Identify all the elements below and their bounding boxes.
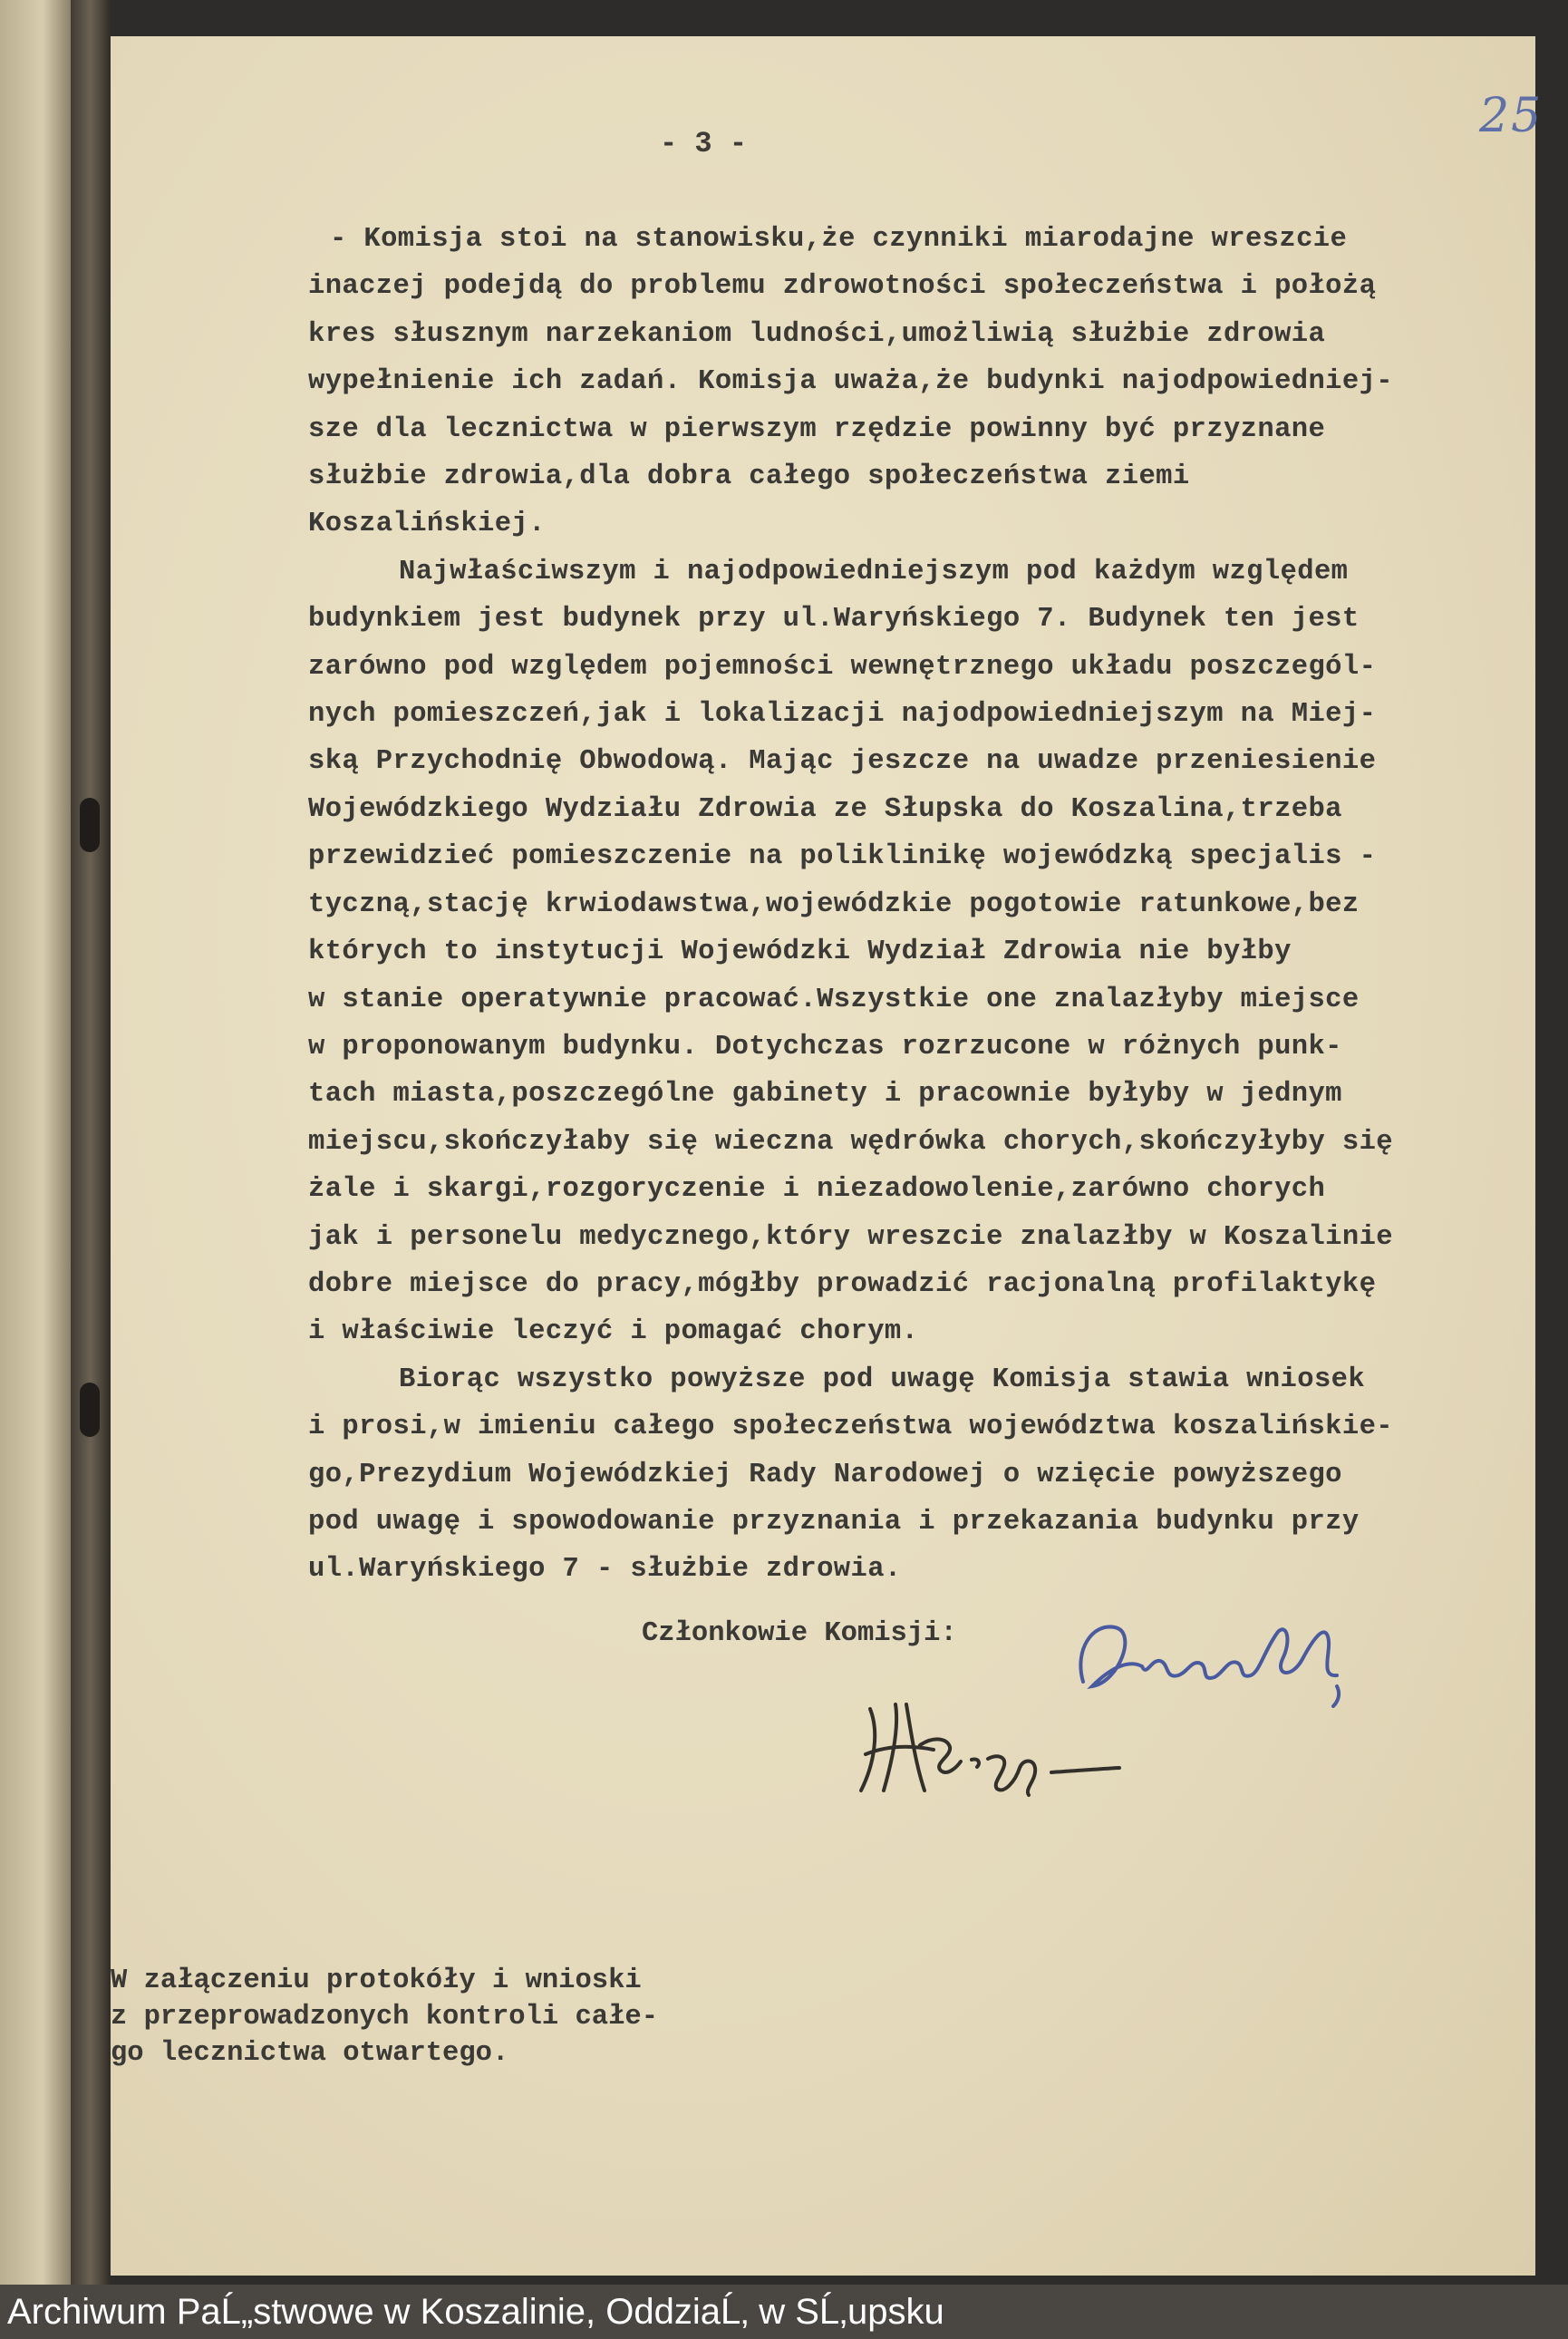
text-line: jak i personelu medycznego,który wreszcie znalazłby w Koszalinie (308, 1221, 1393, 1253)
text-line: kres słusznym narzekaniom ludności,umożliwią służbie zdrowia (308, 318, 1326, 350)
text-line: z przeprowadzonych kontroli całe- (111, 2002, 658, 2033)
text-line: Wojewódzkiego Wydziału Zdrowia ze Słupska do Koszalina,trzeba (308, 793, 1342, 825)
text-line: dobre miejsce do pracy,mógłby prowadzić racjonalną profilaktykę (308, 1268, 1377, 1300)
text-line: nych pomieszczeń,jak i lokalizacji najodpowiedniejszym na Miej- (308, 699, 1377, 731)
text-line: pod uwagę i spowodowanie przyznania i przekazania budynku przy (308, 1506, 1360, 1538)
folio-number: 25 (1479, 89, 1544, 143)
text-line: zarówno pod względem pojemności wewnętrznego układu poszczegól- (308, 651, 1377, 683)
binding-hole (80, 1383, 100, 1437)
paragraph-2 (308, 548, 1514, 1356)
text-line: miejscu,skończyłaby się wieczna wędrówka chorych,skończyłyby się (308, 1126, 1393, 1158)
text-line: przewidzieć pomieszczenie na poliklinikę wojewódzką specjalis - (308, 841, 1377, 873)
attachment-note (111, 1963, 658, 2072)
commission-members-label: Członkowie Komisji: (642, 1618, 957, 1649)
text-line: inaczej podejdą do problemu zdrowotności społeczeństwa i położą (308, 271, 1377, 303)
paragraph-1 (308, 216, 1514, 548)
text-line: tyczną,stację krwiodawstwa,wojewódzkie pogotowie ratunkowe,bez (308, 888, 1360, 920)
text-line: W załączeniu protokóły i wnioski (111, 1965, 642, 1996)
text-line: go,Prezydium Wojewódzkiej Rady Narodowej o wzięcie powyższego (308, 1459, 1342, 1490)
text-line: w proponowanym budynku. Dotychczas rozrzucone w różnych punk- (308, 1031, 1342, 1063)
archive-footer: Archiwum PaĹ„stwowe w Koszalinie, OddziaĹ‚ w SĹ‚upsku (0, 2285, 1568, 2339)
previous-page-edge (0, 0, 71, 2285)
text-line: których to instytucji Wojewódzki Wydział Zdrowia nie byłby (308, 937, 1292, 968)
text-line: Biorąc wszystko powyższe pod uwagę Komisja stawia wniosek (399, 1364, 1366, 1395)
binding-spine (71, 0, 111, 2285)
signature-2 (843, 1682, 1142, 1809)
text-line: wypełnienie ich zadań. Komisja uważa,że budynki najodpowiedniej- (308, 366, 1393, 398)
text-line: tach miasta,poszczególne gabinety i pracownie byłyby w jednym (308, 1079, 1342, 1111)
text-line: w stanie operatywnie pracować.Wszystkie one znalazłyby miejsce (308, 984, 1360, 1015)
text-line: - Komisja stoi na stanowisku,że czynniki miarodajne wreszcie (330, 224, 1348, 255)
text-line: służbie zdrowia,dla dobra całego społeczeństwa ziemi (308, 461, 1190, 493)
text-line: sze dla lecznictwa w pierwszym rzędzie powinny być przyznane (308, 413, 1326, 445)
text-line: Koszalińskiej. (308, 509, 546, 540)
text-line: budynkiem jest budynek przy ul.Waryńskiego 7. Budynek ten jest (308, 604, 1360, 636)
letter-body (308, 216, 1514, 1594)
text-line: i prosi,w imieniu całego społeczeństwa województwa koszalińskie- (308, 1412, 1393, 1443)
page-number: - 3 - (660, 127, 748, 160)
text-line: ską Przychodnię Obwodową. Mając jeszcze na uwadze przeniesienie (308, 746, 1377, 778)
paragraph-3 (308, 1356, 1514, 1594)
text-line: ul.Waryńskiego 7 - służbie zdrowia. (308, 1554, 902, 1586)
text-line: żale i skargi,rozgoryczenie i niezadowolenie,zarówno chorych (308, 1174, 1326, 1206)
text-line: go lecznictwa otwartego. (111, 2038, 509, 2069)
text-line: Najwłaściwszym i najodpowiedniejszym pod każdym względem (399, 556, 1349, 587)
binding-hole (80, 798, 100, 852)
text-line: i właściwie leczyć i pomagać chorym. (308, 1316, 919, 1348)
